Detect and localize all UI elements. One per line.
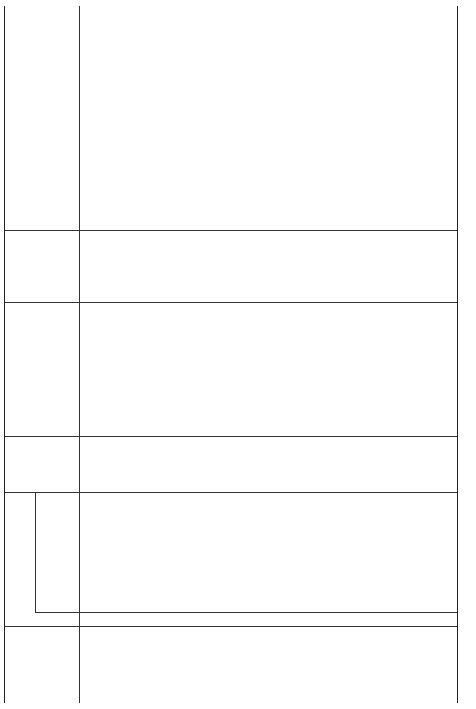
col-rule-3 bbox=[5, 492, 457, 493]
category-rule bbox=[35, 493, 36, 613]
table-frame bbox=[4, 6, 458, 703]
col-rule-5 bbox=[5, 302, 457, 303]
col-rule-1 bbox=[5, 626, 457, 627]
col-rule-6 bbox=[5, 230, 457, 231]
col-rule-2 bbox=[35, 612, 457, 613]
header-bottom-rule bbox=[79, 6, 80, 703]
col-rule-4 bbox=[5, 436, 457, 437]
